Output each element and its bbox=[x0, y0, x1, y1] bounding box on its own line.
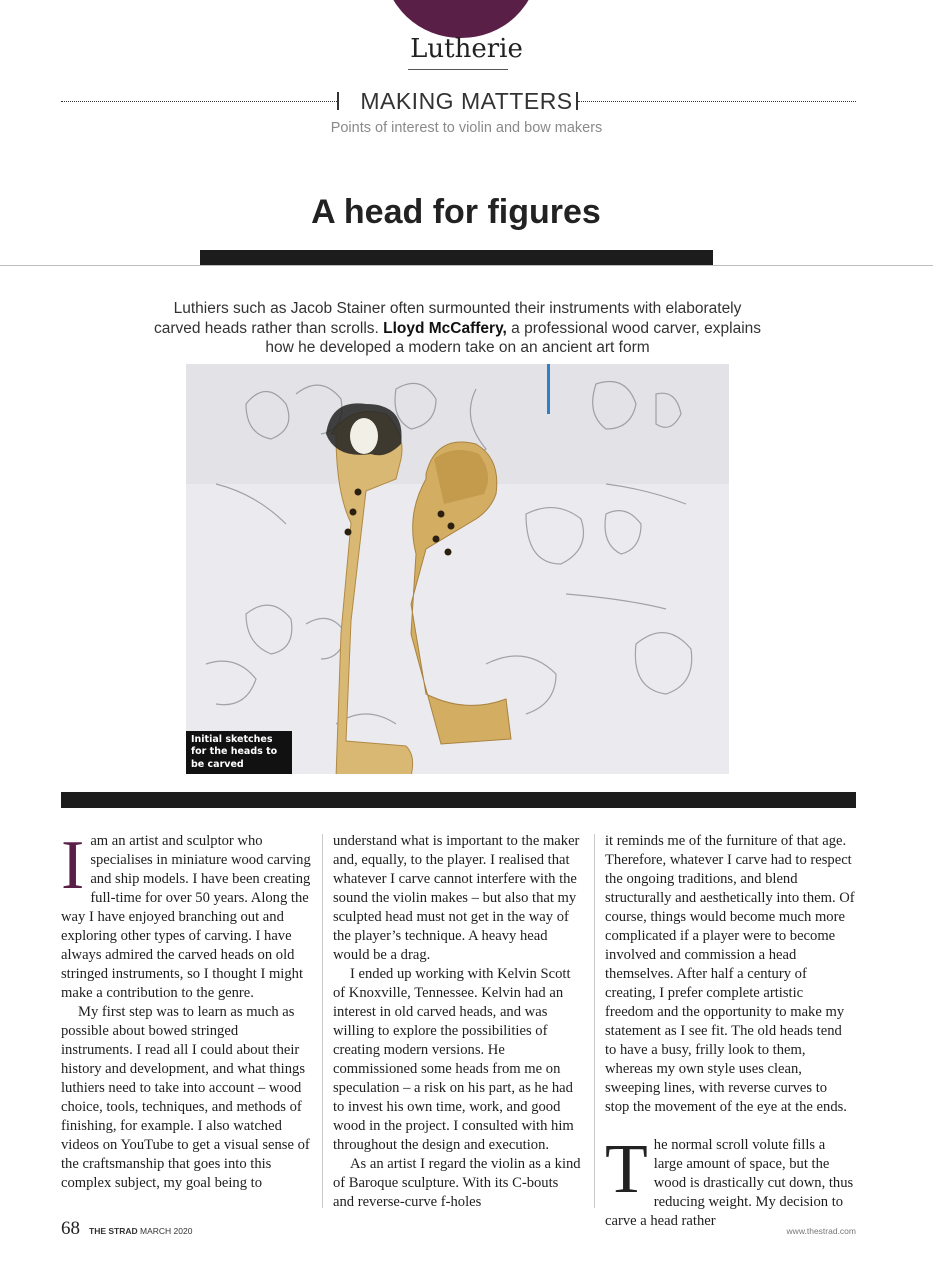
section-title: Lutherie bbox=[410, 34, 523, 64]
standfirst bbox=[150, 299, 765, 358]
magazine-name: THE STRAD bbox=[89, 1226, 138, 1236]
article-headline: A head for figures bbox=[311, 193, 601, 231]
page-number: 68 bbox=[61, 1218, 80, 1239]
standfirst-text: Luthiers such as Jacob Stainer often surmounted their instruments with elaborately carved heads rather than scrolls. bbox=[153, 300, 742, 337]
drop-cap: T bbox=[605, 1131, 648, 1208]
paragraph: it reminds me of the furniture of that age. Therefore, whatever I carve had to respect the ongoing traditions, and blend structurally and aesthetically into them. Of course, things would become much more complicated if a player were to become involved and commission a head themselves. After half a century of creating, I prefer complete artistic freedom and the opportunity to make my statement as I see fit. The old heads tend to have a busy, frilly look to them, whereas my own style uses clean, sweeping lines, with reverse curves to stop the movement of the eye at the ends. bbox=[605, 833, 855, 1115]
paragraph-text: he normal scroll volute fills a large amount of space, but the wood is drastically cut down, thus reducing weight. My decision to carve a head rather bbox=[605, 1137, 854, 1229]
column-rule bbox=[594, 834, 595, 1208]
section-badge-circle bbox=[384, 0, 538, 38]
body-bar bbox=[61, 792, 856, 808]
headline-bar bbox=[200, 250, 713, 266]
paragraph bbox=[61, 827, 311, 1003]
column-3 bbox=[605, 832, 855, 1231]
article-photo bbox=[186, 364, 729, 774]
standfirst-text-end: a professional wood carver, explains how he developed a modern take on an ancient art form bbox=[265, 319, 762, 356]
issue-date: MARCH 2020 bbox=[140, 1226, 193, 1236]
section-underline bbox=[408, 69, 508, 70]
website-link[interactable]: www.thestrad.com bbox=[786, 1226, 856, 1236]
paragraph: My first step was to learn as much as possible about bowed stringed instruments. I read all I could about their history and development, and what things luthiers need to take into account – wood choice, tools, techniques, and methods of finishing, for example. I also watched videos on YouTube to get a visual sense of the craftsmanship that goes into this complex subject, my goal being to bbox=[61, 1004, 310, 1191]
paragraph: I ended up working with Kelvin Scott of Knoxville, Tennessee. Kelvin had an interest in old carved heads, and was willing to explore the possibilities of creating modern versions. He commissioned some heads from me on speculation – a risk on his part, as he had to invest his own time, work, and good wood in the project. I consulted with him throughout the design and execution. bbox=[333, 966, 574, 1153]
headline-rule bbox=[0, 265, 933, 266]
paragraph bbox=[605, 1131, 855, 1231]
column-2 bbox=[333, 832, 583, 1212]
feature-subtitle: Points of interest to violin and bow makers bbox=[330, 120, 603, 136]
magazine-issue bbox=[89, 1226, 192, 1236]
dotted-rule-right bbox=[578, 101, 856, 102]
photo-illustration bbox=[186, 364, 729, 774]
feature-title: MAKING MATTERS bbox=[360, 88, 573, 114]
column-rule bbox=[322, 834, 323, 1208]
author-name: Lloyd McCaffery, bbox=[383, 319, 507, 337]
paragraph-text: am an artist and sculptor who specialises in miniature wood carving and ship models. I have been creating full-time for over 50 years. Along the way I have enjoyed branching out and exploring other types of carving. I have always admired the carved heads on old stringed instruments, so I thought I might make a contribution to the genre. bbox=[61, 833, 311, 1001]
paragraph: As an artist I regard the violin as a kind of Baroque sculpture. With its C-bouts and reverse-curve f-holes bbox=[333, 1156, 581, 1210]
column-1 bbox=[61, 827, 311, 1193]
paragraph: understand what is important to the maker and, equally, to the player. I realised that whatever I carve cannot interfere with the sound the violin makes – but also that my sculpted head must not get in the way of the player’s technique. A heavy head would be a drag. bbox=[333, 833, 580, 963]
drop-cap: I bbox=[61, 827, 85, 904]
photo-caption: Initial sketches for the heads to be carved bbox=[186, 731, 292, 775]
